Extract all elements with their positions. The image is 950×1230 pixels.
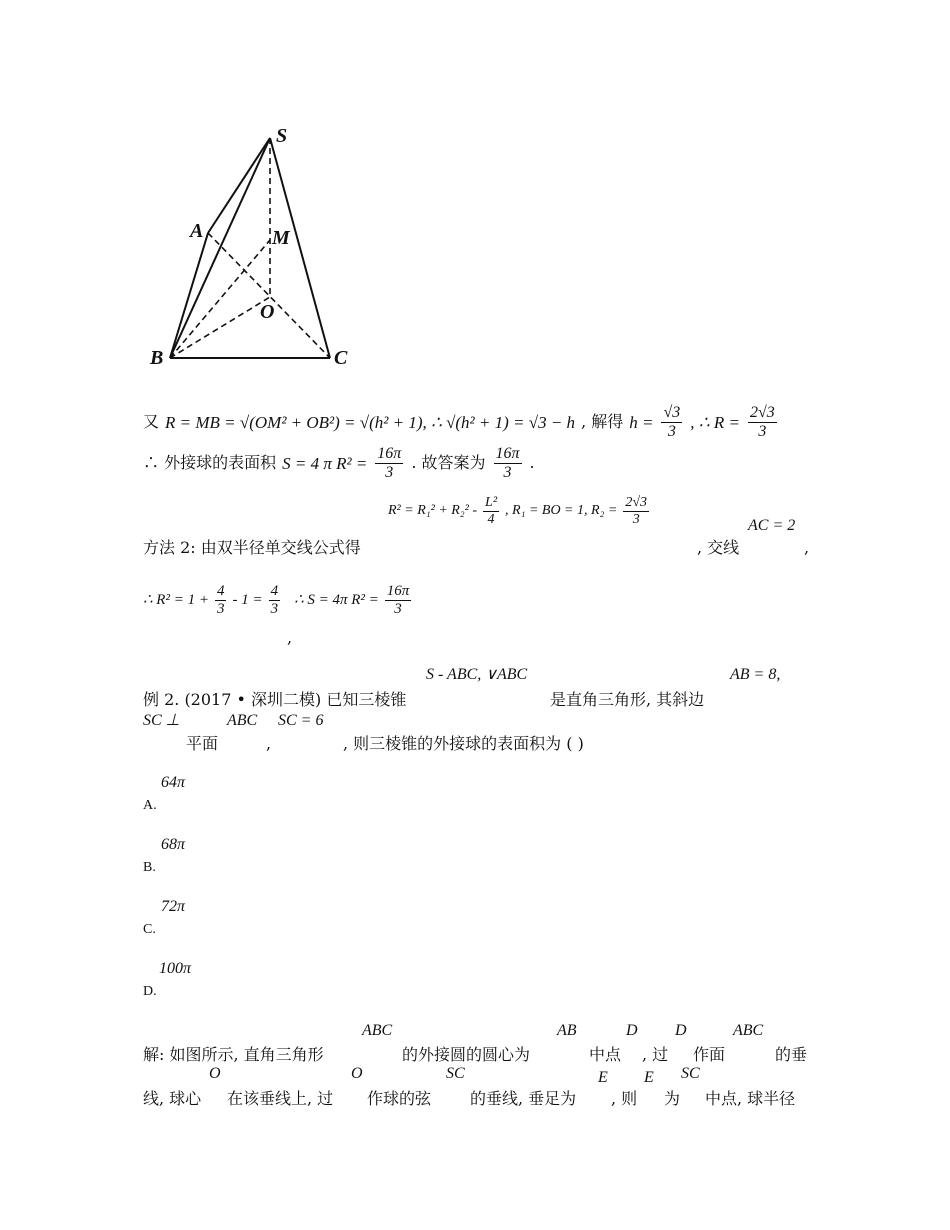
sol-mid-SC1: SC	[446, 1065, 465, 1082]
option-D-value: 100π	[159, 960, 192, 977]
sol-line2-b: 在该垂线上, 过	[227, 1089, 334, 1108]
radii-values: , R₁ = BO = 1, R₂ =	[505, 503, 618, 518]
sol-line1-f: 的垂	[775, 1045, 808, 1064]
S-result: ∴ S = 4π R² =	[294, 591, 379, 608]
you-text: 又	[143, 412, 160, 431]
surface-area-text: ∴ 外接球的表面积	[143, 453, 277, 472]
answer-text: . 故答案为	[411, 453, 486, 472]
ex2-math-top-2: AB = 8,	[730, 666, 781, 683]
L-fraction: $\frac{\text{L²}}{4}$	[485, 494, 498, 527]
sol-line1-c: 中点	[589, 1045, 622, 1064]
R-squared-left: ∴ R² = 1 +	[143, 591, 209, 608]
sol-line1-d: , 过	[642, 1045, 669, 1064]
label-O: O	[260, 301, 275, 323]
res-fraction-1: $\frac{4}{3}$	[216, 582, 225, 617]
sol-line2-d: 的垂线, 垂足为	[470, 1089, 577, 1108]
radius-expression: R = MB = √(OM² + OB²) = √(h² + 1), ∴ √(h² + 1) = √3 − h	[165, 412, 576, 432]
sol-mid-E1: E	[598, 1069, 608, 1086]
ex2-math-mid-2: ABC	[227, 712, 258, 729]
R2-fraction: $\frac{2√3}{3}$	[625, 494, 648, 527]
answer-fraction: $\frac{16\pi}{3}$	[495, 444, 520, 481]
surface-area-fraction: $\frac{16\pi}{3}$	[377, 444, 402, 481]
AC-value: AC = 2	[748, 517, 796, 534]
res-fraction-3: $\frac{16\pi}{3}$	[386, 582, 410, 617]
jiaoxian-text: , 交线	[697, 538, 740, 557]
option-C-letter: C.	[143, 922, 156, 937]
surface-area-line	[143, 441, 535, 485]
option-B-value: 68π	[161, 836, 186, 853]
ex2-plane-text: 平面	[186, 734, 219, 753]
ex2-question: , 则三棱锥的外接球的表面积为 ( )	[343, 734, 584, 753]
sol-top-AB: AB	[557, 1022, 577, 1039]
method2-text: 方法 2: 由双半径单交线公式得	[143, 538, 361, 557]
method2-result	[143, 578, 413, 622]
sol-line2-e: , 则	[611, 1089, 638, 1108]
sol-line1-e: 作面	[693, 1045, 726, 1064]
h-fraction: $\frac{√3}{3}$	[663, 403, 681, 440]
option-D-letter: D.	[143, 984, 157, 999]
edge-SA	[208, 138, 270, 233]
sol-mid-E2: E	[644, 1069, 654, 1086]
dashed-BO	[170, 297, 270, 358]
ex2-line-a: 例 2. (2017 • 深圳二模) 已知三棱锥	[143, 690, 407, 709]
sol-mid-O2: O	[351, 1065, 363, 1082]
dashed-BM	[170, 240, 270, 358]
sol-top-ABC-2: ABC	[733, 1022, 764, 1039]
R-squared-mid: - 1 =	[232, 591, 263, 608]
method2-comma: ,	[804, 538, 810, 557]
ex2-comma: ,	[266, 734, 272, 753]
edge-SB	[170, 138, 270, 358]
ex2-math-mid-1: SC ⊥	[143, 712, 180, 729]
sol-line2-g: 中点, 球半径	[705, 1089, 796, 1108]
sol-line2-f: 为	[664, 1089, 681, 1108]
label-C: C	[334, 347, 348, 369]
option-C-value: 72π	[161, 898, 186, 915]
method2-formula	[388, 489, 651, 533]
derivation-line-1	[143, 400, 779, 444]
R-fraction: $\frac{2√3}{3}$	[749, 403, 775, 440]
method2-comma-2: ,	[287, 628, 293, 647]
sol-top-D1: D	[626, 1022, 638, 1039]
label-B: B	[150, 347, 164, 369]
ex2-line-a2: 是直角三角形, 其斜边	[550, 690, 705, 709]
sol-line1-b: 的外接圆的圆心为	[402, 1045, 531, 1064]
dashed-AC	[208, 233, 330, 358]
jiede-text: , 解得	[581, 412, 624, 431]
ex2-math-top-1: S - ABC, ∨ABC	[426, 666, 528, 683]
h-equals: h =	[629, 412, 654, 432]
sol-line1-a: 解: 如图所示, 直角三角形	[143, 1045, 324, 1064]
option-A-value: 64π	[161, 774, 186, 791]
sol-mid-O1: O	[209, 1065, 221, 1082]
ex2-math-mid-3: SC = 6	[278, 712, 324, 729]
therefore-R: , ∴ R =	[690, 412, 740, 432]
edge-AB	[170, 233, 208, 358]
sol-line2-c: 作球的弦	[367, 1089, 432, 1108]
sol-top-D2: D	[675, 1022, 687, 1039]
label-S: S	[276, 125, 288, 147]
label-A: A	[190, 220, 204, 242]
sol-mid-SC2: SC	[681, 1065, 700, 1082]
res-fraction-2: $\frac{4}{3}$	[270, 582, 279, 617]
end-period: .	[529, 453, 535, 472]
sol-line2-a: 线, 球心	[143, 1089, 202, 1108]
double-radius-formula: R² = R₁² + R₂² -	[388, 503, 478, 518]
option-A-letter: A.	[143, 798, 157, 813]
surface-area-expr: S = 4 π R² =	[282, 453, 368, 473]
option-B-letter: B.	[143, 860, 156, 875]
label-M: M	[272, 227, 290, 249]
sol-top-ABC: ABC	[362, 1022, 393, 1039]
